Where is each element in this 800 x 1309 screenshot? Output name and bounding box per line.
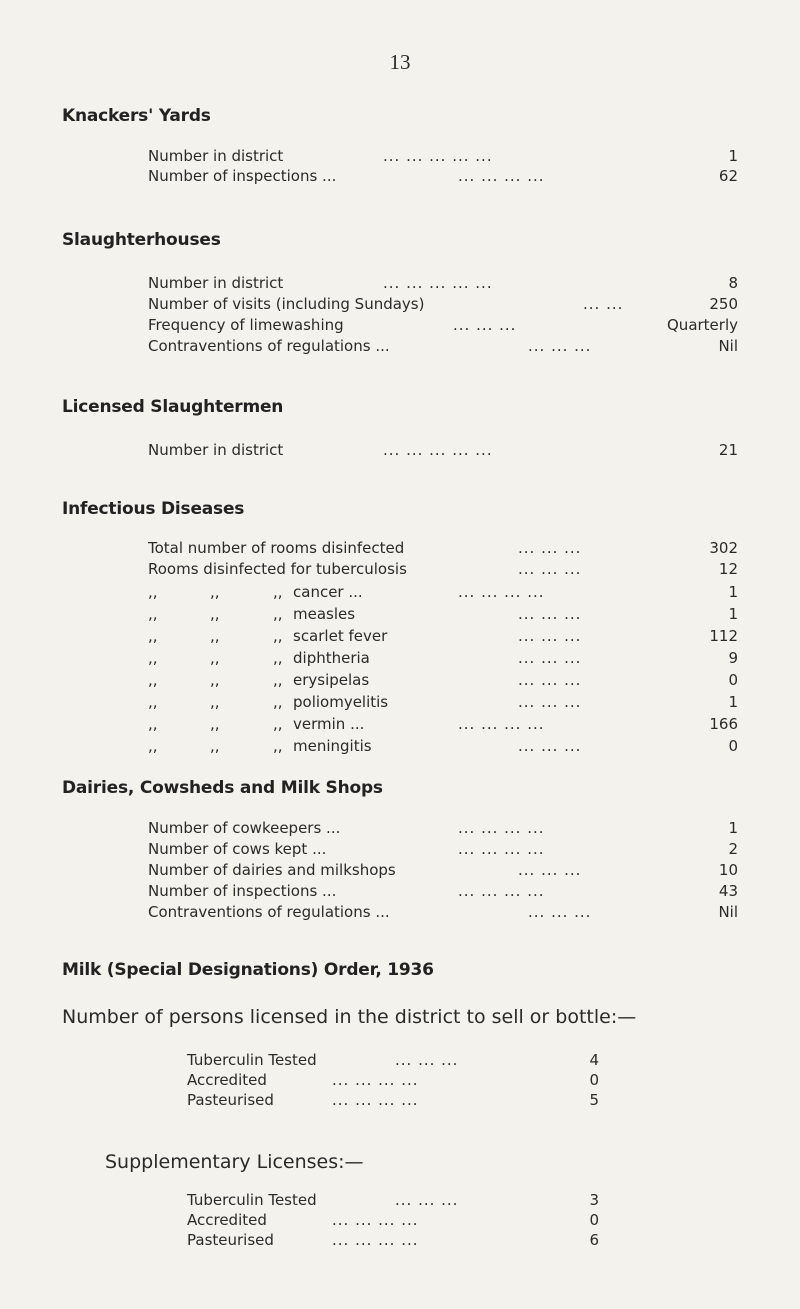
ditto-mark: ,, [210,693,220,711]
leader-dots: ... ... ... ... [332,1091,419,1109]
supplementary-licenses-heading: Supplementary Licenses:— [105,1151,364,1173]
row-label: Accredited [187,1071,267,1089]
row-value: 1 [728,819,738,837]
row-label: Number in district [148,147,284,165]
leader-dots: ... ... ... ... [332,1211,419,1229]
table-row [148,818,738,838]
table-row [148,166,738,186]
leader-dots: ... ... ... [518,693,582,711]
ditto-mark: ,, [148,737,158,755]
leader-dots: ... ... ... [528,337,592,355]
ditto-mark: ,, [273,715,283,733]
row-label: diphtheria [293,649,370,667]
table-row [148,582,738,602]
section-heading-knackers: Knackers' Yards [62,106,211,126]
ditto-mark: ,, [148,583,158,601]
leader-dots: ... ... ... [518,605,582,623]
row-value: 250 [709,295,738,313]
row-value: 8 [728,274,738,292]
row-label: Rooms disinfected for tuberculosis [148,560,407,578]
row-label: Number of dairies and milkshops [148,861,396,879]
milk-intro-paragraph: Number of persons licensed in the district to sell or bottle:— [62,1006,637,1028]
ditto-mark: ,, [148,627,158,645]
table-row [148,604,738,624]
table-row [148,559,738,579]
row-label: Tuberculin Tested [187,1051,317,1069]
leader-dots: ... ... ... [518,861,582,879]
leader-dots: ... ... ... ... [332,1231,419,1249]
table-row [148,902,738,922]
ditto-mark: ,, [148,715,158,733]
row-label: measles [293,605,356,623]
table-row [148,670,738,690]
leader-dots: ... ... ... [518,737,582,755]
leader-dots: ... ... ... [528,903,592,921]
row-value: 62 [718,167,738,185]
row-label: Pasteurised [187,1091,274,1109]
row-label: erysipelas [293,671,370,689]
row-value: 0 [728,671,738,689]
row-value: 1 [728,605,738,623]
leader-dots: ... ... ... ... ... [383,441,493,459]
table-row [148,440,738,460]
row-label: Total number of rooms disinfected [148,539,405,557]
table-row [148,626,738,646]
page-number: 13 [389,50,411,74]
table-row [148,860,738,880]
row-value: 3 [589,1191,599,1209]
table-row [187,1190,599,1210]
row-value: 12 [718,560,738,578]
row-value: 1 [728,583,738,601]
leader-dots: ... ... ... [518,671,582,689]
row-value: 21 [718,441,738,459]
row-value: 1 [728,147,738,165]
leader-dots: ... ... [583,295,624,313]
leader-dots: ... ... ... ... [458,819,545,837]
leader-dots: ... ... ... ... [458,882,545,900]
row-value: 5 [589,1091,599,1109]
ditto-mark: ,, [210,649,220,667]
leader-dots: ... ... ... [518,560,582,578]
row-value: Nil [718,903,738,921]
table-row [148,146,738,166]
table-row [148,648,738,668]
ditto-mark: ,, [273,605,283,623]
ditto-mark: ,, [273,583,283,601]
row-label: Number in district [148,441,284,459]
row-label: poliomyelitis [293,693,389,711]
ditto-mark: ,, [273,693,283,711]
section-heading-infectious: Infectious Diseases [62,499,245,519]
ditto-mark: ,, [273,671,283,689]
table-row [187,1070,599,1090]
section-heading-slaughtermen: Licensed Slaughtermen [62,397,284,417]
ditto-mark: ,, [210,737,220,755]
section-heading-milk-order: Milk (Special Designations) Order, 1936 [62,960,434,980]
table-row [148,538,738,558]
table-row [148,315,738,335]
row-label: Number of cowkeepers ... [148,819,341,837]
row-value: 112 [709,627,738,645]
ditto-mark: ,, [148,605,158,623]
row-label: Pasteurised [187,1231,274,1249]
row-label: cancer ... [293,583,363,601]
table-row [187,1210,599,1230]
row-value: 1 [728,693,738,711]
table-row [148,336,738,356]
table-row [148,714,738,734]
row-label: Contraventions of regulations ... [148,337,390,355]
section-heading-slaughterhouses: Slaughterhouses [62,230,221,250]
row-value: 43 [718,882,738,900]
ditto-mark: ,, [148,671,158,689]
ditto-mark: ,, [210,605,220,623]
row-label: Number of cows kept ... [148,840,327,858]
ditto-mark: ,, [210,627,220,645]
row-value: 2 [728,840,738,858]
row-value: 4 [589,1051,599,1069]
ditto-mark: ,, [273,649,283,667]
row-label: Number of inspections ... [148,882,337,900]
leader-dots: ... ... ... ... [458,715,545,733]
table-row [148,294,738,314]
table-row [187,1050,599,1070]
row-value: 0 [589,1071,599,1089]
row-label: Number of visits (including Sundays) [148,295,425,313]
table-row [148,881,738,901]
leader-dots: ... ... ... [453,316,517,334]
row-value: 9 [728,649,738,667]
row-label: Accredited [187,1211,267,1229]
table-row [148,692,738,712]
ditto-mark: ,, [148,649,158,667]
ditto-mark: ,, [148,693,158,711]
leader-dots: ... ... ... ... [458,840,545,858]
row-value: 6 [589,1231,599,1249]
leader-dots: ... ... ... [395,1051,459,1069]
row-label: vermin ... [293,715,365,733]
row-label: meningitis [293,737,372,755]
row-value: 302 [709,539,738,557]
row-value: 0 [728,737,738,755]
leader-dots: ... ... ... ... [458,167,545,185]
row-label: Contraventions of regulations ... [148,903,390,921]
ditto-mark: ,, [273,627,283,645]
leader-dots: ... ... ... ... ... [383,147,493,165]
row-label: Number of inspections ... [148,167,337,185]
ditto-mark: ,, [210,715,220,733]
row-value: 10 [718,861,738,879]
table-row [148,736,738,756]
ditto-mark: ,, [210,583,220,601]
leader-dots: ... ... ... ... ... [383,274,493,292]
leader-dots: ... ... ... [518,627,582,645]
row-value: 166 [709,715,738,733]
leader-dots: ... ... ... ... [332,1071,419,1089]
table-row [148,273,738,293]
ditto-mark: ,, [273,737,283,755]
leader-dots: ... ... ... [518,649,582,667]
table-row [148,839,738,859]
leader-dots: ... ... ... ... [458,583,545,601]
row-value: Nil [718,337,738,355]
row-label: Number in district [148,274,284,292]
leader-dots: ... ... ... [518,539,582,557]
table-row [187,1090,599,1110]
table-row [187,1230,599,1250]
row-label: scarlet fever [293,627,388,645]
leader-dots: ... ... ... [395,1191,459,1209]
row-label: Frequency of limewashing [148,316,344,334]
row-label: Tuberculin Tested [187,1191,317,1209]
section-heading-dairies: Dairies, Cowsheds and Milk Shops [62,778,383,798]
row-value: 0 [589,1211,599,1229]
row-value: Quarterly [667,316,738,334]
ditto-mark: ,, [210,671,220,689]
